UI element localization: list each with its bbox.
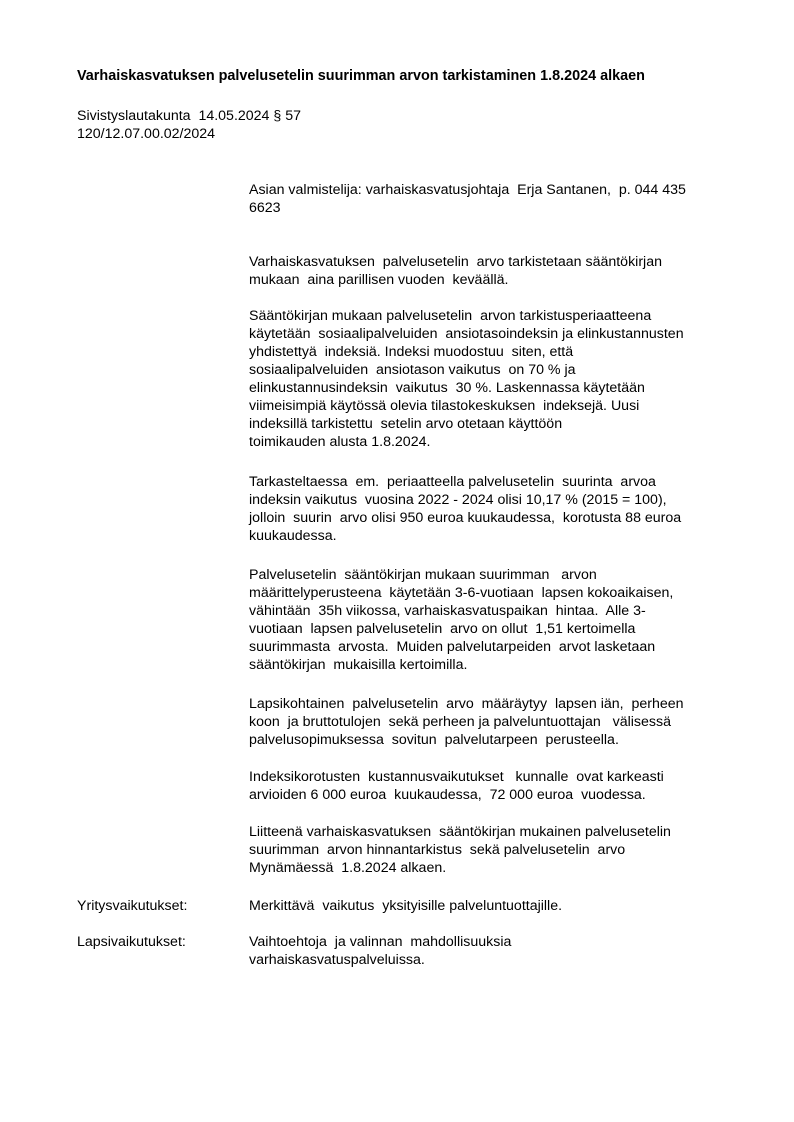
text-line: Lapsikohtainen palvelusetelin arvo määräytyy lapsen iän, perheen [249,696,684,712]
text-line: vuotiaan lapsen palvelusetelin arvo on ollut 1,51 kertoimella [249,621,636,637]
business-impacts-label: Yritysvaikutukset: [77,898,188,914]
text-line: Asian valmistelija: varhaiskasvatusjohtaja Erja Santanen, p. 044 435 [249,182,686,198]
text-line: määrittelyperusteena käytetään 3-6-vuotiaan lapsen kokoaikaisen, [249,585,674,601]
text-line: käytetään sosiaalipalveluiden ansiotasoindeksin ja elinkustannusten [249,326,684,342]
business-impacts-text [249,897,749,915]
paragraph-4 [249,566,749,674]
record-number: 120/12.07.00.02/2024 [77,126,216,142]
child-impacts-label: Lapsivaikutukset: [77,934,186,950]
text-line: toimikauden alusta 1.8.2024. [249,434,431,450]
text-line: palvelusopimuksessa sovitun palvelutarpeen perusteella. [249,732,619,748]
text-line: arvioiden 6 000 euroa kuukaudessa, 72 000 euroa vuodessa. [249,787,646,803]
paragraph-7 [249,823,749,877]
paragraph-5 [249,695,749,749]
text-line: Varhaiskasvatuksen palvelusetelin arvo tarkistetaan sääntökirjan [249,254,662,270]
text-line: viimeisimpiä käytössä olevia tilastokeskuksen indeksejä. Uusi [249,398,640,414]
text-line: sääntökirjan mukaisilla kertoimilla. [249,657,468,673]
text-line: koon ja bruttotulojen sekä perheen ja palveluntuottajan välisessä [249,714,671,730]
paragraph-2 [249,307,749,451]
paragraph-1 [249,253,749,289]
text-line: vähintään 35h viikossa, varhaiskasvatuspaikan hintaa. Alle 3- [249,603,646,619]
meeting-line: Sivistyslautakunta 14.05.2024 § 57 [77,108,302,124]
meeting-info [77,107,301,143]
text-line: jolloin suurin arvo olisi 950 euroa kuukaudessa, korotusta 88 euroa [249,510,682,526]
document-title: Varhaiskasvatuksen palvelusetelin suurimman arvon tarkistaminen 1.8.2024 alkaen [77,68,645,84]
text-line: elinkustannusindeksin vaikutus 30 %. Laskennassa käytetään [249,380,645,396]
paragraph-6 [249,768,749,804]
text-line: varhaiskasvatuspalveluissa. [249,952,425,968]
text-line: Vaihtoehtoja ja valinnan mahdollisuuksia [249,934,512,950]
text-line: mukaan aina parillisen vuoden keväällä. [249,272,509,288]
text-line: yhdistettyä indeksiä. Indeksi muodostuu siten, että [249,344,574,360]
text-line: suurimmasta arvosta. Muiden palvelutarpeiden arvot lasketaan [249,639,656,655]
child-impacts-text [249,933,749,969]
text-line: Palvelusetelin sääntökirjan mukaan suurimman arvon [249,567,597,583]
text-line: Mynämäessä 1.8.2024 alkaen. [249,860,447,876]
paragraph-3 [249,473,749,545]
text-line: indeksillä tarkistettu setelin arvo otetaan käyttöön [249,416,563,432]
text-line: suurimman arvon hinnantarkistus sekä palvelusetelin arvo [249,842,626,858]
text-line: Tarkasteltaessa em. periaatteella palvelusetelin suurinta arvoa [249,474,656,490]
text-line: indeksin vaikutus vuosina 2022 - 2024 olisi 10,17 % (2015 = 100), [249,492,667,508]
text-line: kuukaudessa. [249,528,337,544]
text-line: Sääntökirjan mukaan palvelusetelin arvon tarkistusperiaatteena [249,308,652,324]
text-line: sosiaalipalveluiden ansiotason vaikutus on 70 % ja [249,362,576,378]
text-line: Indeksikorotusten kustannusvaikutukset kunnalle ovat karkeasti [249,769,664,785]
text-line: Merkittävä vaikutus yksityisille palveluntuottajille. [249,898,563,914]
text-line: 6623 [249,200,281,216]
text-line: Liitteenä varhaiskasvatuksen sääntökirjan mukainen palvelusetelin [249,824,671,840]
preparer-info [249,181,749,217]
